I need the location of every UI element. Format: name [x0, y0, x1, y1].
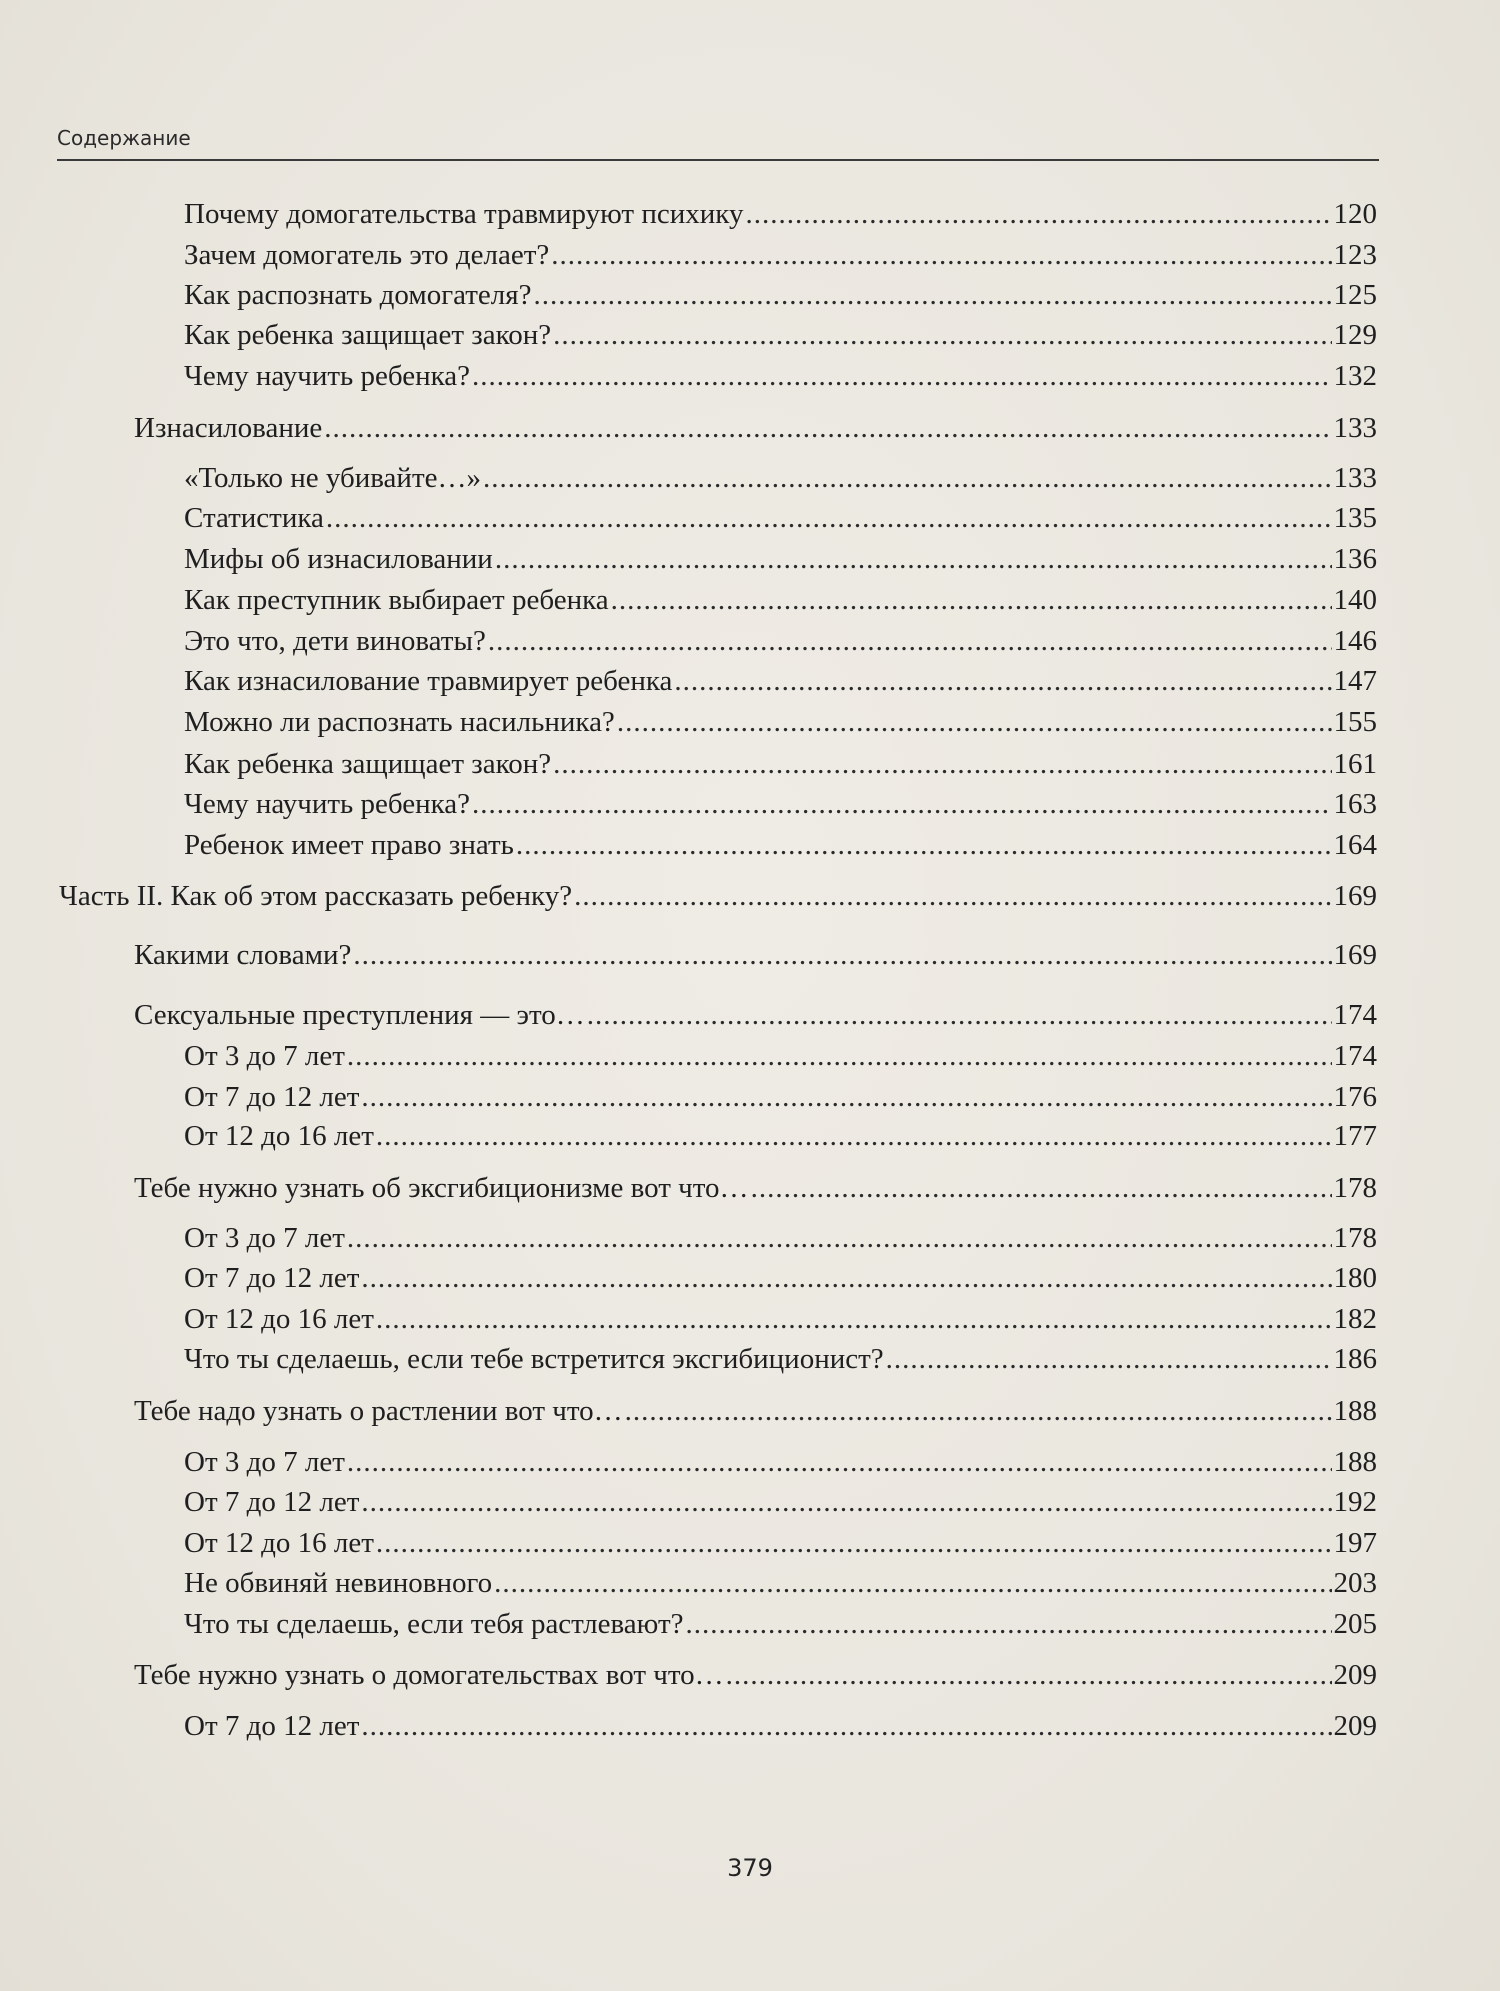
toc-entry[interactable] [184, 502, 1377, 540]
dot-leader [551, 239, 1331, 272]
toc-entry[interactable] [184, 279, 1377, 317]
toc-entry[interactable] [184, 1446, 1377, 1484]
toc-entry-page: 177 [1333, 1120, 1377, 1152]
toc-entry-page: 205 [1333, 1608, 1377, 1640]
page-number: 379 [727, 1854, 773, 1882]
toc-entry-page: 197 [1333, 1527, 1377, 1559]
toc-entry[interactable] [184, 1486, 1377, 1524]
toc-entry-title: От 3 до 7 лет [184, 1222, 345, 1254]
dot-leader [617, 706, 1332, 739]
dot-leader [494, 1567, 1331, 1600]
toc-entry-page: 182 [1333, 1303, 1377, 1335]
toc-entry-title: Тебе нужно узнать о домогательствах вот что… [134, 1659, 724, 1691]
dot-leader [376, 1120, 1332, 1153]
toc-entry-title: Почему домогательства травмируют психику [184, 198, 744, 230]
toc-entry-title: От 12 до 16 лет [184, 1527, 374, 1559]
toc-entry-title: Зачем домогатель это делает? [184, 239, 550, 271]
dot-leader [347, 1446, 1332, 1479]
dot-leader [611, 584, 1332, 617]
toc-entry-page: 209 [1333, 1710, 1377, 1742]
toc-entry-title: Статистика [184, 502, 324, 534]
toc-entry[interactable] [134, 1172, 1377, 1210]
toc-entry[interactable] [184, 360, 1377, 398]
toc-entry-page: 164 [1333, 829, 1377, 861]
toc-entry-page: 178 [1333, 1172, 1377, 1204]
toc-entry[interactable] [184, 319, 1377, 357]
toc-entry[interactable] [184, 748, 1377, 786]
toc-entry-title: Как ребенка защищает закон? [184, 319, 552, 351]
toc-entry-page: 146 [1333, 625, 1377, 657]
toc-entry-page: 125 [1333, 279, 1377, 311]
dot-leader [751, 1172, 1332, 1205]
toc-entry[interactable] [59, 880, 1377, 918]
toc-entry-title: Как распознать домогателя? [184, 279, 532, 311]
toc-entry-page: 186 [1333, 1343, 1377, 1375]
toc-entry-page: 132 [1333, 360, 1377, 392]
dot-leader [347, 1222, 1332, 1255]
toc-entry-page: 133 [1333, 462, 1377, 494]
dot-leader [361, 1486, 1331, 1519]
dot-leader [726, 1659, 1332, 1692]
dot-leader [686, 1608, 1332, 1641]
toc-entry[interactable] [184, 1567, 1377, 1605]
toc-entry-title: Это что, дети виноваты? [184, 625, 486, 657]
toc-entry-page: 176 [1333, 1081, 1377, 1113]
toc-entry-page: 123 [1333, 239, 1377, 271]
toc-entry[interactable] [184, 1120, 1377, 1158]
dot-leader [574, 880, 1331, 913]
toc-entry-title: Как преступник выбирает ребенка [184, 584, 609, 616]
dot-leader [488, 625, 1332, 658]
toc-entry-title: Что ты сделаешь, если тебе встретится эксгибиционист? [184, 1343, 884, 1375]
dot-leader [533, 279, 1331, 312]
toc-entry-title: От 12 до 16 лет [184, 1303, 374, 1335]
dot-leader [472, 360, 1331, 393]
toc-entry-title: «Только не убивайте…» [184, 462, 481, 494]
dot-leader [495, 543, 1332, 576]
dot-leader [353, 939, 1331, 972]
toc-entry[interactable] [134, 939, 1377, 977]
toc-entry[interactable] [184, 198, 1377, 236]
toc-entry-title: От 7 до 12 лет [184, 1262, 360, 1294]
dot-leader [483, 462, 1332, 495]
toc-entry-title: Как ребенка защищает закон? [184, 748, 552, 780]
toc-entry-title: Мифы об изнасиловании [184, 543, 493, 575]
toc-entry[interactable] [184, 239, 1377, 277]
toc-entry[interactable] [184, 829, 1377, 867]
toc-entry-page: 174 [1333, 1040, 1377, 1072]
toc-entry[interactable] [184, 1710, 1377, 1748]
toc-entry-page: 203 [1333, 1567, 1377, 1599]
dot-leader [587, 999, 1332, 1032]
toc-entry-page: 192 [1333, 1486, 1377, 1518]
toc-entry-title: Часть II. Как об этом рассказать ребенку? [59, 880, 573, 912]
dot-leader [361, 1262, 1331, 1295]
dot-leader [553, 319, 1331, 352]
toc-entry-page: 209 [1333, 1659, 1377, 1691]
dot-leader [625, 1395, 1332, 1428]
toc-entry-title: От 7 до 12 лет [184, 1710, 360, 1742]
toc-entry[interactable] [184, 462, 1377, 500]
toc-entry-page: 178 [1333, 1222, 1377, 1254]
toc-entry-page: 147 [1333, 665, 1377, 697]
toc-entry-title: Что ты сделаешь, если тебя растлевают? [184, 1608, 684, 1640]
toc-entry[interactable] [184, 1343, 1377, 1381]
toc-entry-title: Тебе надо узнать о растлении вот что… [134, 1395, 623, 1427]
toc-entry[interactable] [184, 1608, 1377, 1646]
toc-entry-title: Сексуальные преступления — это… [134, 999, 585, 1031]
dot-leader [326, 502, 1332, 535]
dot-leader [553, 748, 1331, 781]
toc-entry[interactable] [184, 1527, 1377, 1565]
toc-entry[interactable] [184, 543, 1377, 581]
dot-leader [376, 1527, 1332, 1560]
toc-entry-title: Ребенок имеет право знать [184, 829, 514, 861]
toc-entry-page: 188 [1333, 1446, 1377, 1478]
toc-entry-page: 133 [1333, 412, 1377, 444]
toc-entry[interactable] [184, 706, 1377, 744]
toc-entry[interactable] [134, 1659, 1377, 1697]
toc-entry-page: 136 [1333, 543, 1377, 575]
toc-entry-title: Тебе нужно узнать об эксгибиционизме вот что… [134, 1172, 749, 1204]
toc-entry-page: 129 [1333, 319, 1377, 351]
dot-leader [674, 665, 1331, 698]
toc-entry-page: 155 [1333, 706, 1377, 738]
toc-entry[interactable] [134, 412, 1377, 450]
toc-entry-page: 163 [1333, 788, 1377, 820]
toc-entry[interactable] [184, 625, 1377, 663]
toc-entry[interactable] [184, 1262, 1377, 1300]
toc-entry-title: Какими словами? [134, 939, 352, 971]
toc-entry-page: 188 [1333, 1395, 1377, 1427]
toc-entry-title: Можно ли распознать насильника? [184, 706, 615, 738]
toc-entry-page: 180 [1333, 1262, 1377, 1294]
toc-entry[interactable] [184, 1303, 1377, 1341]
toc-entry-page: 169 [1333, 939, 1377, 971]
dot-leader [376, 1303, 1332, 1336]
toc-entry-page: 161 [1333, 748, 1377, 780]
dot-leader [745, 198, 1331, 231]
toc-entry-page: 169 [1333, 880, 1377, 912]
dot-leader [472, 788, 1331, 821]
toc-entry-title: От 7 до 12 лет [184, 1081, 360, 1113]
toc-entry[interactable] [184, 1040, 1377, 1078]
toc-entry-page: 174 [1333, 999, 1377, 1031]
toc-entry[interactable] [184, 1081, 1377, 1119]
toc-entry-title: Как изнасилование травмирует ребенка [184, 665, 673, 697]
toc-entry-title: От 3 до 7 лет [184, 1446, 345, 1478]
toc-entry[interactable] [134, 999, 1377, 1037]
dot-leader [324, 412, 1331, 445]
toc-entry-page: 140 [1333, 584, 1377, 616]
toc-entry[interactable] [184, 1222, 1377, 1260]
toc-entry[interactable] [184, 665, 1377, 703]
toc-entry-page: 120 [1333, 198, 1377, 230]
toc-entry-title: От 12 до 16 лет [184, 1120, 374, 1152]
toc-entry-title: От 7 до 12 лет [184, 1486, 360, 1518]
toc-entry-page: 135 [1333, 502, 1377, 534]
toc-entry-title: Не обвиняй невиновного [184, 1567, 493, 1599]
toc-entry-title: Чему научить ребенка? [184, 360, 471, 392]
dot-leader [361, 1710, 1331, 1743]
toc-entry-title: Чему научить ребенка? [184, 788, 471, 820]
running-head: Содержание [57, 126, 191, 150]
dot-leader [361, 1081, 1331, 1114]
toc-entry[interactable] [184, 584, 1377, 622]
toc-entry-title: От 3 до 7 лет [184, 1040, 345, 1072]
toc-entry[interactable] [134, 1395, 1377, 1433]
dot-leader [347, 1040, 1332, 1073]
toc-entry[interactable] [184, 788, 1377, 826]
dot-leader [886, 1343, 1332, 1376]
dot-leader [516, 829, 1332, 862]
toc-entry-title: Изнасилование [134, 412, 323, 444]
